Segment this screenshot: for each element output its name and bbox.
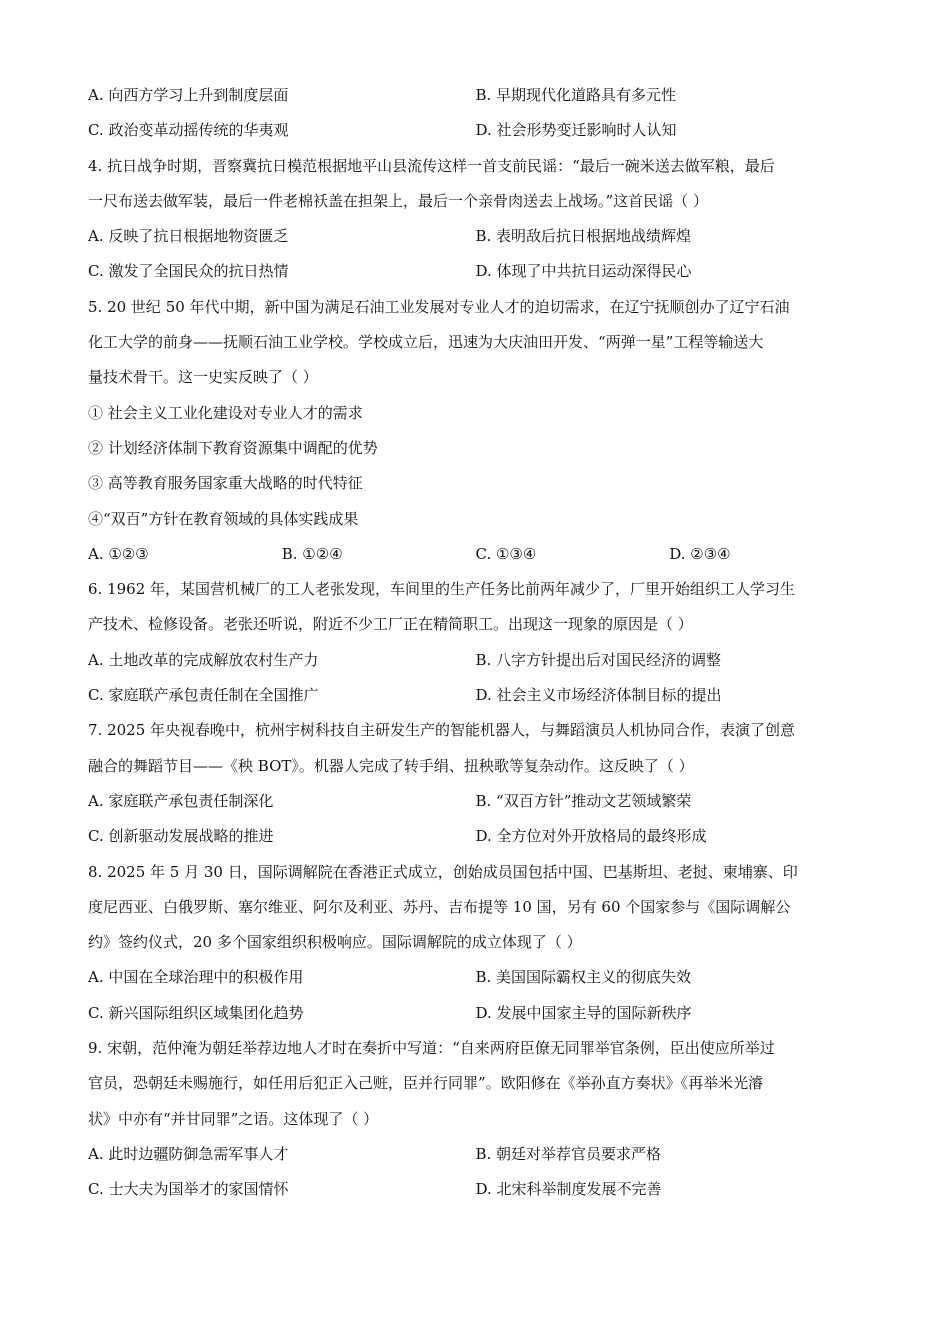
q7-options-row-1 xyxy=(88,784,863,819)
q3-option-a: A. 向西方学习上升到制度层面 xyxy=(88,86,289,104)
q8-option-c: C. 新兴国际组织区域集团化趋势 xyxy=(88,1003,304,1022)
q5-stem-line-1: 5. 20 世纪 50 年代中期，新中国为满足石油工业发展对专业人才的迫切需求，在辽宁抚顺创办了辽宁石油 xyxy=(88,297,790,316)
q4-option-c: C. 激发了全国民众的抗日热情 xyxy=(88,262,289,281)
q6-option-b: B. 八字方针提出后对国民经济的调整 xyxy=(475,650,722,669)
q9-options-row-1 xyxy=(88,1137,863,1172)
q8-stem-line-3: 约》签约仪式，20 多个国家组织积极响应。国际调解院的成立体现了（ ） xyxy=(88,933,582,952)
q5-options-row xyxy=(88,537,863,572)
q3-options-row-2 xyxy=(88,113,863,148)
q4-options-row-2 xyxy=(88,254,863,289)
q7-options-row-2 xyxy=(88,819,863,854)
q7-option-a: A. 家庭联产承包责任制深化 xyxy=(88,791,274,810)
q9-option-d: D. 北宋科举制度发展不完善 xyxy=(475,1180,662,1199)
q8-options-row-1 xyxy=(88,960,863,995)
q5-option-d: D. ②③④ xyxy=(669,544,731,563)
q7-option-d: D. 全方位对外开放格局的最终形成 xyxy=(475,827,707,846)
q4-options-row-1 xyxy=(88,219,863,254)
q8-option-a: A. 中国在全球治理中的积极作用 xyxy=(88,968,304,987)
q8-options-row-2 xyxy=(88,996,863,1031)
q7-stem-line-1: 7. 2025 年央视春晚中，杭州宇树科技自主研发生产的智能机器人，与舞蹈演员人机协同合作，表演了创意 xyxy=(88,721,796,740)
q9-stem-line-2: 官员，恐朝廷未赐施行，如任用后犯正入己赃，臣并行同罪”。欧阳修在《举孙直方奏状》《再举米光濬 xyxy=(88,1074,764,1093)
q3-option-d: D. 社会形势变迁影响时人认知 xyxy=(475,121,677,140)
q4-option-a: A. 反映了抗日根据地物资匮乏 xyxy=(88,227,289,246)
q3-option-b: B. 早期现代化道路具有多元性 xyxy=(475,86,677,104)
q5-item-1: ① 社会主义工业化建设对专业人才的需求 xyxy=(88,403,363,422)
q5-option-c: C. ①③④ xyxy=(475,544,537,563)
q3-options-row-1 xyxy=(88,78,863,113)
q5-item-4: ④“双百”方针在教育领域的具体实践成果 xyxy=(88,509,359,528)
q6-option-a: A. 土地改革的完成解放农村生产力 xyxy=(88,650,319,669)
q7-option-b: B. “双百方针”推动文艺领域繁荣 xyxy=(475,791,692,810)
q5-stem-line-2: 化工大学的前身——抚顺石油工业学校。学校成立后，迅速为大庆油田开发、“两弹一星”工程等输送大 xyxy=(88,333,764,352)
q8-stem-line-1: 8. 2025 年 5 月 30 日，国际调解院在香港正式成立，创始成员国包括中国、巴基斯坦、老挝、柬埔寨、印 xyxy=(88,862,798,881)
exam-page xyxy=(88,78,863,1208)
q8-stem-line-2: 度尼西亚、白俄罗斯、塞尔维亚、阿尔及利亚、苏丹、吉布提等 10 国，另有 60 个国家参与《国际调解公 xyxy=(88,897,791,916)
q4-stem-line-2: 一尺布送去做军装，最后一件老棉袄盖在担架上，最后一个亲骨肉送去上战场。”这首民谣（ ） xyxy=(88,191,708,210)
q4-option-b: B. 表明敌后抗日根据地战绩辉煌 xyxy=(475,227,692,246)
q5-item-3: ③ 高等教育服务国家重大战略的时代特征 xyxy=(88,474,363,493)
q8-option-b: B. 美国国际霸权主义的彻底失效 xyxy=(475,968,692,987)
q6-stem-line-2: 产技术、检修设备。老张还听说，附近不少工厂正在精简职工。出现这一现象的原因是（ ） xyxy=(88,615,693,634)
q6-options-row-1 xyxy=(88,643,863,678)
q6-option-d: D. 社会主义市场经济体制目标的提出 xyxy=(475,686,722,705)
q3-option-c: C. 政治变革动摇传统的华夷观 xyxy=(88,121,289,140)
q9-stem-line-3: 状》中亦有“并甘同罪”之语。这体现了（ ） xyxy=(88,1109,379,1128)
q9-option-a: A. 此时边疆防御急需军事人才 xyxy=(88,1144,289,1163)
q5-option-a: A. ①②③ xyxy=(88,544,149,563)
q5-option-b: B. ①②④ xyxy=(281,544,343,563)
q6-option-c: C. 家庭联产承包责任制在全国推广 xyxy=(88,686,319,705)
q9-option-b: B. 朝廷对举荐官员要求严格 xyxy=(475,1144,662,1163)
q5-stem-line-3: 量技术骨干。这一史实反映了（ ） xyxy=(88,368,318,387)
q9-stem-line-1: 9. 宋朝，范仲淹为朝廷举荐边地人才时在奏折中写道：“自来两府臣僚无同罪举官条例，臣出使应所举过 xyxy=(88,1039,775,1058)
q7-option-c: C. 创新驱动发展战略的推进 xyxy=(88,827,274,846)
q5-item-2: ② 计划经济体制下教育资源集中调配的优势 xyxy=(88,438,378,457)
q7-stem-line-2: 融合的舞蹈节目——《秧 BOT》。机器人完成了转手绢、扭秧歌等复杂动作。这反映了（ ） xyxy=(88,756,694,775)
q4-stem-line-1: 4. 抗日战争时期，晋察冀抗日模范根据地平山县流传这样一首支前民谣：“最后一碗米送去做军粮，最后 xyxy=(88,156,775,175)
q6-options-row-2 xyxy=(88,678,863,713)
q8-option-d: D. 发展中国家主导的国际新秩序 xyxy=(475,1003,692,1022)
q9-option-c: C. 士大夫为国举才的家国情怀 xyxy=(88,1180,289,1199)
q4-option-d: D. 体现了中共抗日运动深得民心 xyxy=(475,262,692,281)
q6-stem-line-1: 6. 1962 年，某国营机械厂的工人老张发现，车间里的生产任务比前两年减少了，厂里开始组织工人学习生 xyxy=(88,580,796,599)
q9-options-row-2 xyxy=(88,1172,863,1207)
